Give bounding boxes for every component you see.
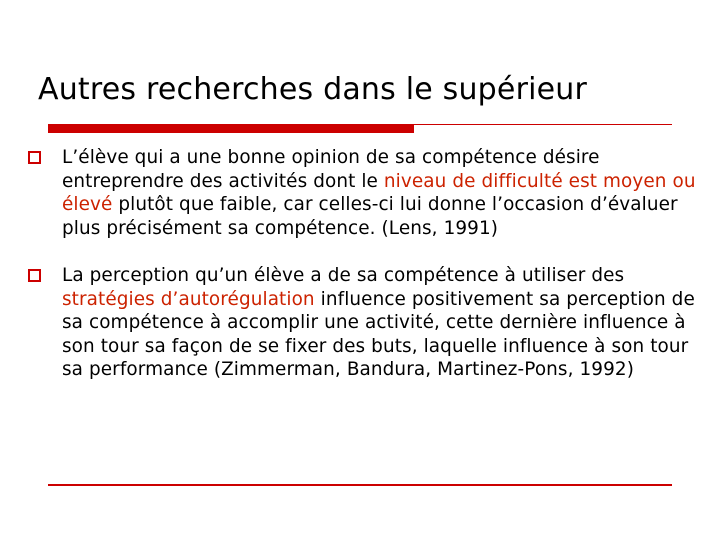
bullet-highlight: stratégies d’autorégulation	[62, 288, 315, 310]
hollow-square-icon	[28, 151, 41, 164]
slide-title: Autres recherches dans le supérieur	[38, 72, 588, 107]
bullet-text-after: influence positivement sa perception de sa compétence à accomplir une activité, cette dernière influence à son tour sa façon de se fixer des buts, laquelle influence à son tour sa performance (Zimmerman, Bandura, Martinez-Pons, 1992)	[62, 288, 695, 380]
bullet-item	[26, 264, 702, 382]
bullet-list	[26, 146, 702, 382]
bullet-text-before: L’élève qui a une bonne opinion de sa compétence désire entreprendre des activités dont le	[62, 147, 600, 192]
bullet-highlight: niveau de difficulté est moyen ou élevé	[62, 170, 696, 215]
bullet-item	[26, 146, 702, 240]
hollow-square-icon	[28, 269, 41, 282]
title-underline-thick	[48, 125, 414, 133]
bullet-text-after: plutôt que faible, car celles-ci lui donne l’occasion d’évaluer plus précisément sa compétence. (Lens, 1991)	[62, 194, 678, 239]
bullet-text-before: La perception qu’un élève a de sa compétence à utiliser des	[62, 265, 625, 286]
footer-rule	[48, 484, 672, 486]
